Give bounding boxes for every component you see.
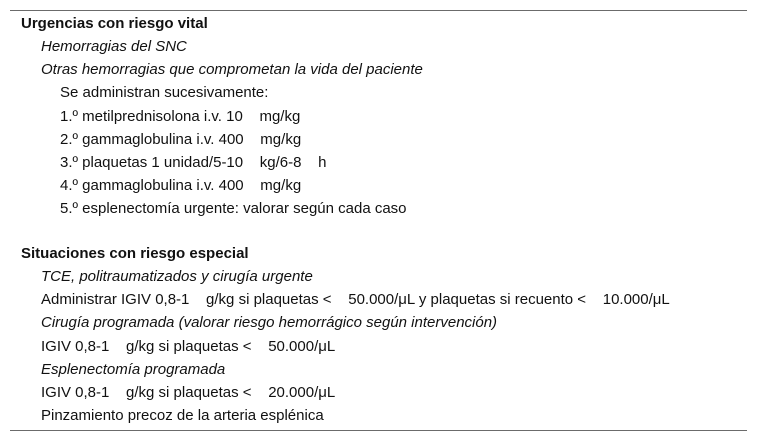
steps-intro: Se administran sucesivamente: — [60, 84, 269, 101]
step-2: 2.º gammaglobulina i.v. 400 mg/kg — [60, 131, 302, 148]
section-heading-special: Situaciones con riesgo especial — [21, 245, 249, 262]
step-5: 5.º esplenectomía urgente: valorar según cada caso — [60, 200, 407, 217]
text-pinzamiento: Pinzamiento precoz de la arteria esplénica — [41, 407, 324, 424]
label-esplenectomia: Esplenectomía programada — [41, 361, 226, 378]
treatment-table — [10, 10, 747, 431]
step-1: 1.º metilprednisolona i.v. 10 mg/kg — [60, 108, 301, 125]
label-cirugia-programada: Cirugía programada (valorar riesgo hemorrágico según intervención) — [41, 314, 498, 331]
label-tce: TCE, politraumatizados y cirugía urgente — [41, 268, 313, 285]
item-otras-hemorragias: Otras hemorragias que comprometan la vida del paciente — [41, 61, 423, 78]
text-esplenectomia: IGIV 0,8-1 g/kg si plaquetas < 20.000/μL — [41, 384, 336, 401]
step-3: 3.º plaquetas 1 unidad/5-10 kg/6-8 h — [60, 154, 327, 171]
text-tce: Administrar IGIV 0,8-1 g/kg si plaquetas < 50.000/μL y plaquetas si recuento < 10.000/μL — [41, 291, 670, 308]
section-heading-vital: Urgencias con riesgo vital — [21, 15, 208, 32]
item-hemorragias-snc: Hemorragias del SNC — [41, 38, 187, 55]
step-4: 4.º gammaglobulina i.v. 400 mg/kg — [60, 177, 302, 194]
text-cirugia-programada: IGIV 0,8-1 g/kg si plaquetas < 50.000/μL — [41, 338, 336, 355]
